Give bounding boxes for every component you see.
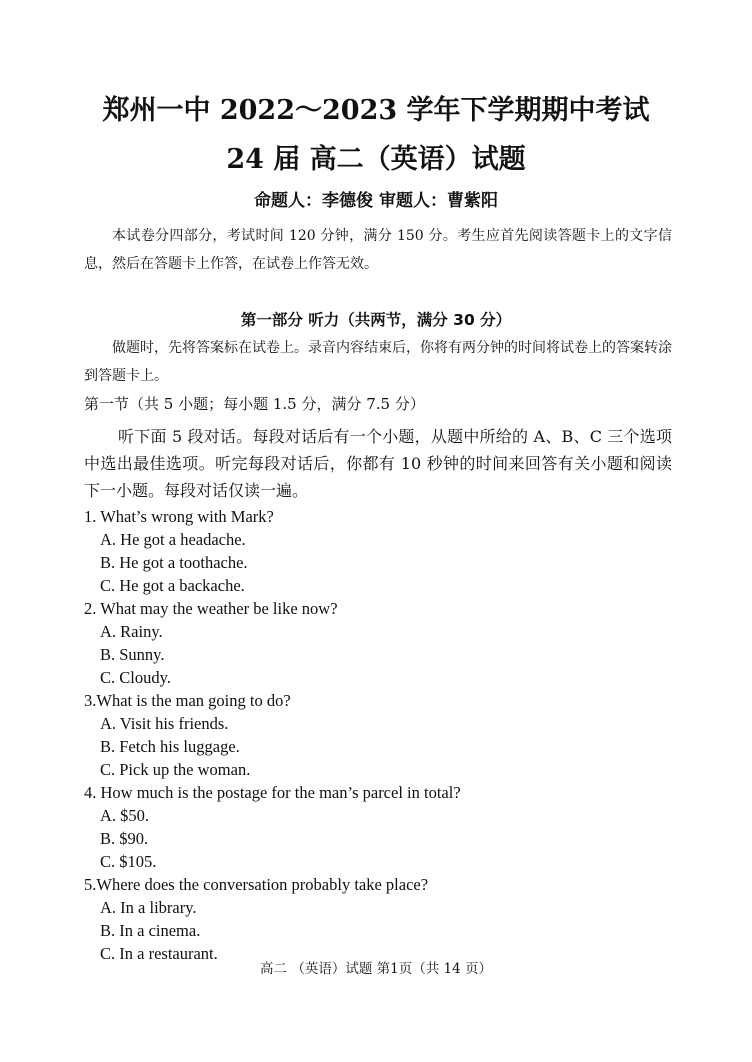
page-footer: 高二 （英语）试题 第1页（共 14 页） (260, 961, 492, 977)
exam-title: 郑州一中 2022～2023 学年下学期期中考试 (102, 95, 650, 126)
question-1 (84, 505, 672, 597)
question-stem: 3.What is the man going to do? (84, 691, 291, 710)
option-c: C. He got a backache. (100, 576, 245, 595)
question-stem: 2. What may the weather be like now? (84, 599, 338, 618)
section1-instruction: 听下面 5 段对话。每段对话后有一个小题，从题中所给的 A、B、C 三个选项中选出最佳选项。听完每段对话后，你都有 10 秒钟的时间来回答有关小题和阅读下一小题。每段对话仅读一遍。 (84, 427, 672, 500)
exam-intro: 本试卷分四部分，考试时间 120 分钟，满分 150 分。考生应首先阅读答题卡上的文字信息，然后在答题卡上作答，在试卷上作答无效。 (84, 228, 672, 272)
option-c: C. In a restaurant. (100, 944, 218, 963)
option-a: A. In a library. (100, 898, 197, 917)
option-c: C. Cloudy. (100, 668, 171, 687)
question-list (84, 505, 672, 965)
question-2 (84, 597, 672, 689)
option-a: A. Visit his friends. (100, 714, 229, 733)
question-4 (84, 781, 672, 873)
option-c: C. $105. (100, 852, 157, 871)
option-a: A. Rainy. (100, 622, 163, 641)
option-c: C. Pick up the woman. (100, 760, 251, 779)
exam-authors: 命题人：李德俊 审题人：曹紫阳 (254, 191, 498, 211)
part1-heading: 第一部分 听力（共两节，满分 30 分） (240, 311, 512, 329)
option-b: B. Sunny. (100, 645, 165, 664)
question-stem: 5.Where does the conversation probably take place? (84, 875, 429, 894)
question-3 (84, 689, 672, 781)
option-a: A. He got a headache. (100, 530, 246, 549)
section1-heading: 第一节（共 5 小题；每小题 1.5 分，满分 7.5 分） (84, 395, 425, 413)
option-b: B. In a cinema. (100, 921, 201, 940)
option-b: B. $90. (100, 829, 149, 848)
question-stem: 4. How much is the postage for the man’s parcel in total? (84, 783, 461, 802)
exam-subtitle: 24 届 高二（英语）试题 (226, 144, 526, 175)
part1-instruction: 做题时，先将答案标在试卷上。录音内容结束后，你将有两分钟的时间将试卷上的答案转涂到答题卡上。 (84, 340, 672, 384)
option-b: B. He got a toothache. (100, 553, 248, 572)
question-stem: 1. What’s wrong with Mark? (84, 507, 274, 526)
question-5 (84, 873, 672, 965)
option-b: B. Fetch his luggage. (100, 737, 240, 756)
option-a: A. $50. (100, 806, 150, 825)
